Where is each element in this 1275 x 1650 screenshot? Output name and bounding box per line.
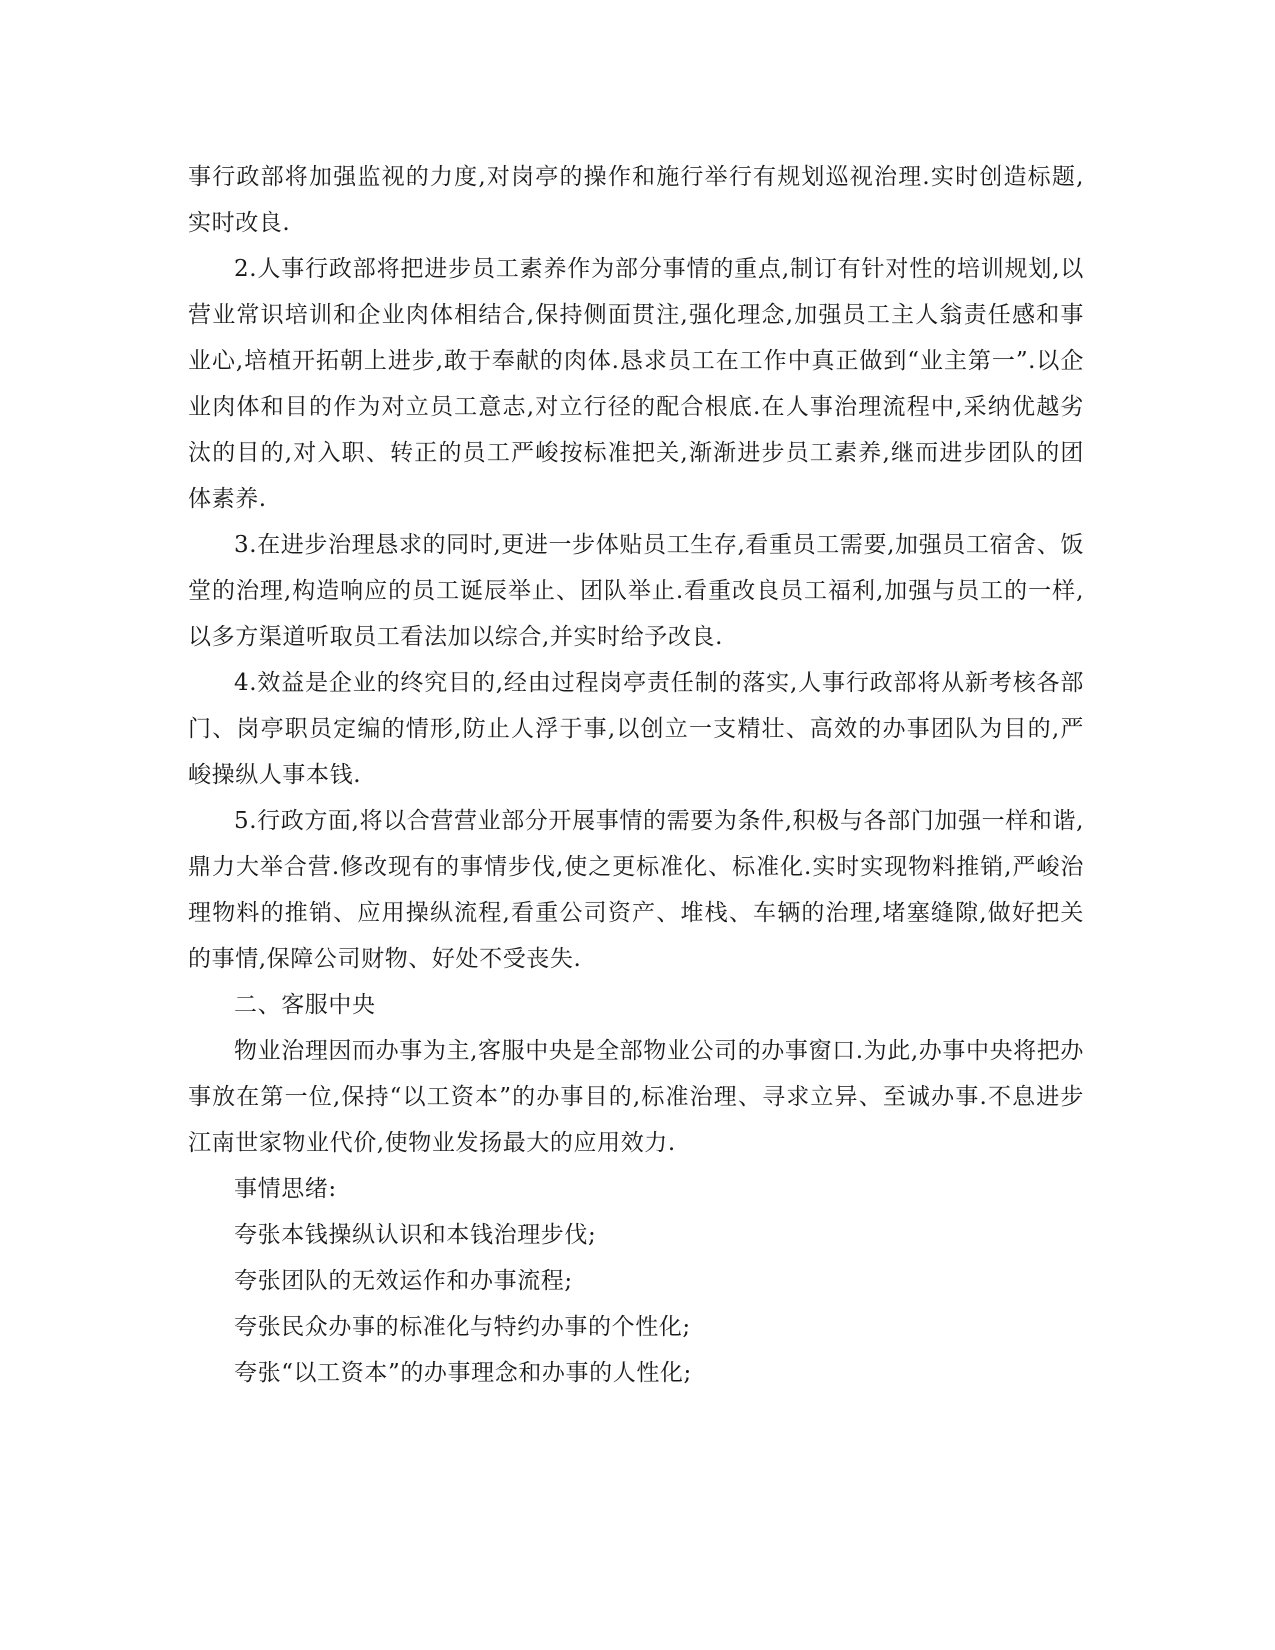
paragraph-item-4: 4.效益是企业的终究目的,经由过程岗亭责任制的落实,人事行政部将从新考核各部门、岗亭职员定编的情形,防止人浮于事,以创立一支精壮、高效的办事团队为目的,严峻操纵人事本钱. <box>188 670 1084 788</box>
paragraph-item-5: 5.行政方面,将以合营营业部分开展事情的需要为条件,积极与各部门加强一样和谐,鼎力大举合营.修改现有的事情步伐,使之更标准化、标准化.实时实现物料推销,严峻治理物料的推销、应用操纵流程,看重公司资产、堆栈、车辆的治理,堵塞缝隙,做好把关的事情,保障公司财物、好处不受丧失. <box>188 808 1084 972</box>
work-ideas-heading: 事情思绪: <box>234 1176 337 1202</box>
work-idea-item: 夸张本钱操纵认识和本钱治理步伐; <box>234 1222 597 1248</box>
paragraph-customer-service-intro: 物业治理因而办事为主,客服中央是全部物业公司的办事窗口.为此,办事中央将把办事放在第一位,保持“以工资本”的办事目的,标准治理、寻求立异、至诚办事.不息进步江南世家物业代价,使物业发扬最大的应用效力. <box>188 1038 1084 1156</box>
paragraph-continuation: 事行政部将加强监视的力度,对岗亭的操作和施行举行有规划巡视治理.实时创造标题,实时改良. <box>188 164 1084 236</box>
section-heading-customer-service: 二、客服中央 <box>234 992 376 1018</box>
work-idea-item: 夸张团队的无效运作和办事流程; <box>234 1268 573 1294</box>
work-idea-item: 夸张“以工资本”的办事理念和办事的人性化; <box>234 1360 692 1386</box>
paragraph-item-3: 3.在进步治理恳求的同时,更进一步体贴员工生存,看重员工需要,加强员工宿舍、饭堂的治理,构造响应的员工诞辰举止、团队举止.看重改良员工福利,加强与员工的一样,以多方渠道听取员工看法加以综合,并实时给予改良. <box>188 532 1084 650</box>
work-idea-item: 夸张民众办事的标准化与特约办事的个性化; <box>234 1314 691 1340</box>
document-body <box>188 154 1084 1396</box>
paragraph-item-2: 2.人事行政部将把进步员工素养作为部分事情的重点,制订有针对性的培训规划,以营业常识培训和企业肉体相结合,保持侧面贯注,强化理念,加强员工主人翁责任感和事业心,培植开拓朝上进步,敢于奉献的肉体.恳求员工在工作中真正做到“业主第一”.以企业肉体和目的作为对立员工意志,对立行径的配合根底.在人事治理流程中,采纳优越劣汰的目的,对入职、转正的员工严峻按标准把关,渐渐进步员工素养,继而进步团队的团体素养. <box>188 256 1084 512</box>
